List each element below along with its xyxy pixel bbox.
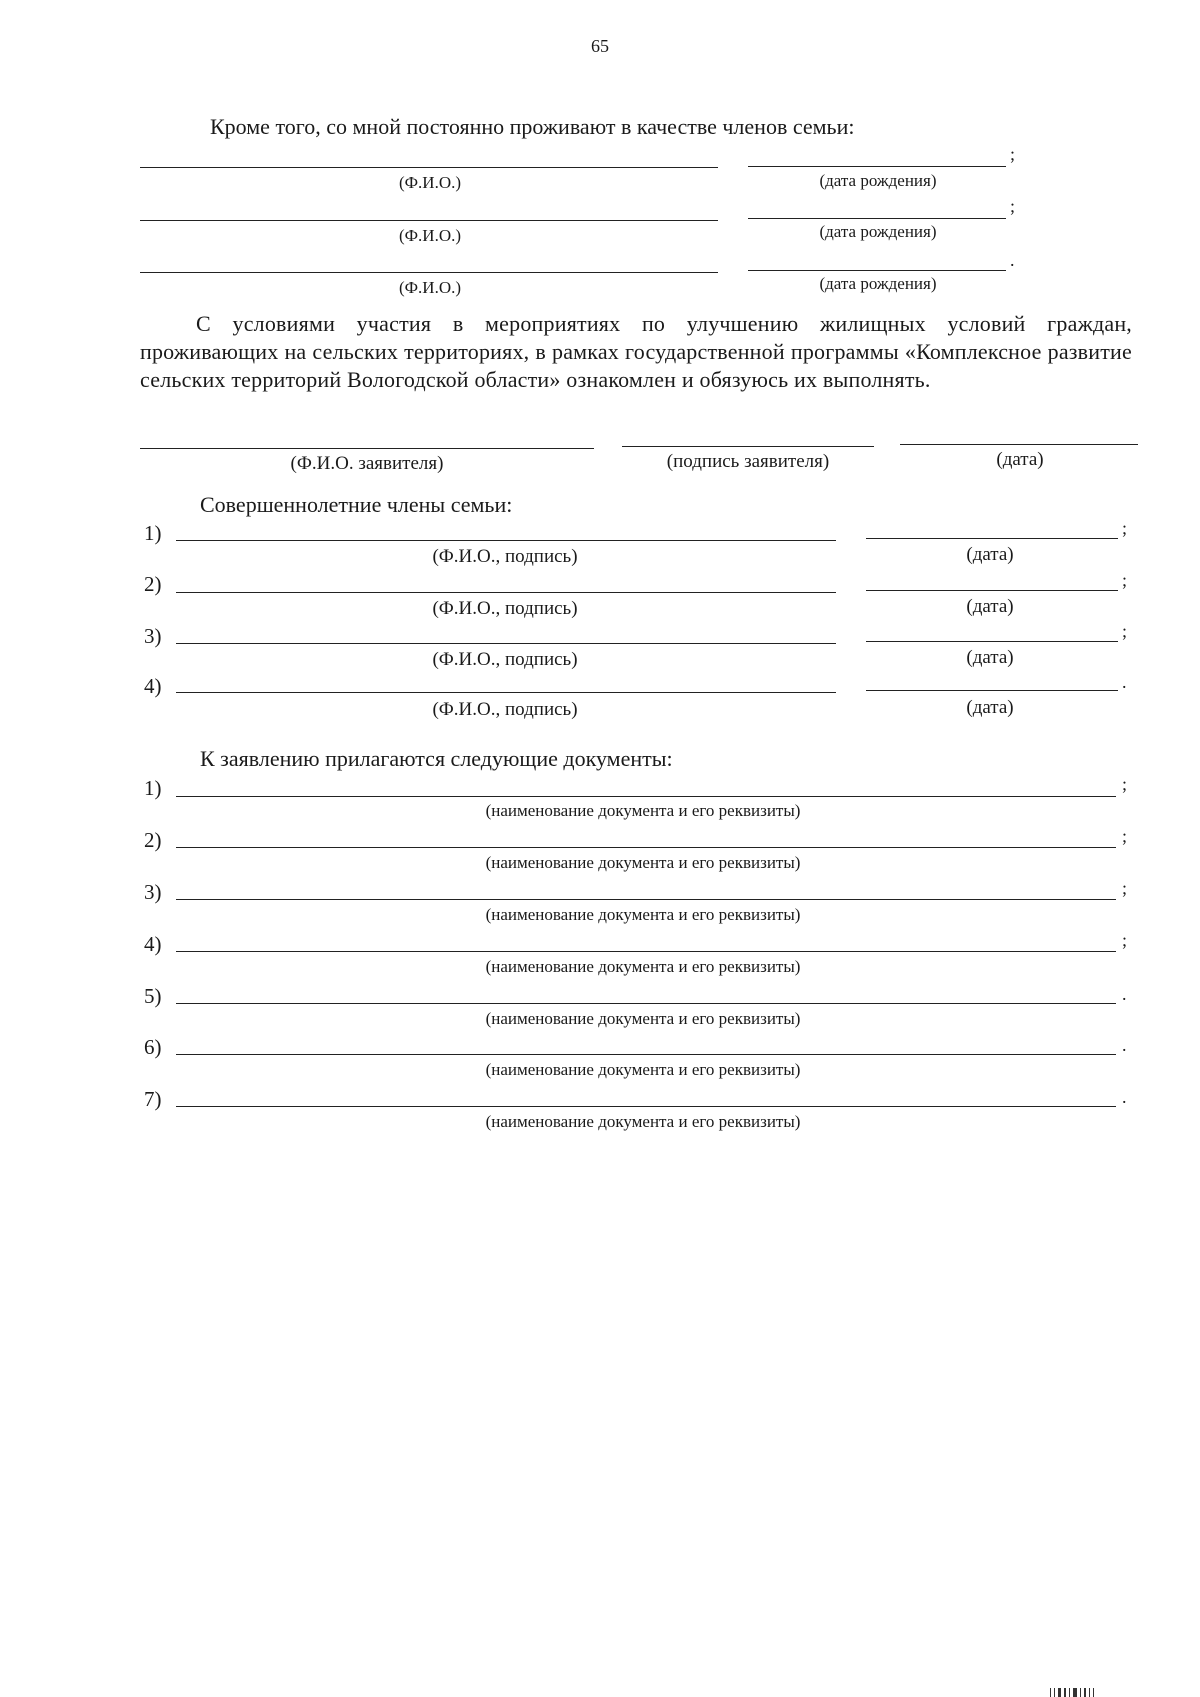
adult-row-1-punct: ; [1122, 518, 1128, 538]
document-field-4[interactable] [176, 951, 1116, 952]
family-name-field-2[interactable] [140, 220, 718, 221]
adult-date-caption-3: (дата) [966, 647, 1014, 668]
document-row-3-punct: ; [1122, 878, 1128, 898]
adult-member-number-1: 1) [144, 521, 162, 545]
family-birth-caption-3: (дата рождения) [819, 274, 937, 293]
family-name-caption-1: (Ф.И.О.) [398, 173, 462, 192]
applicant-name-caption: (Ф.И.О. заявителя) [290, 453, 444, 474]
document-caption-3: (наименование документа и его реквизиты) [485, 905, 801, 924]
adult-member-name-field-1[interactable] [176, 540, 836, 541]
applicant-date-caption: (дата) [996, 449, 1044, 470]
adult-member-number-3: 3) [144, 624, 162, 648]
family-name-caption-3: (Ф.И.О.) [398, 278, 462, 297]
family-name-caption-2: (Ф.И.О.) [398, 226, 462, 245]
family-name-field-3[interactable] [140, 272, 718, 273]
adult-date-caption-4: (дата) [966, 697, 1014, 718]
family-birth-caption-2: (дата рождения) [819, 222, 937, 241]
document-row-2-punct: ; [1122, 826, 1128, 846]
adult-date-caption-2: (дата) [966, 596, 1014, 617]
adult-member-date-field-1[interactable] [866, 538, 1118, 539]
document-number-3: 3) [144, 880, 162, 904]
adult-member-date-field-4[interactable] [866, 690, 1118, 691]
document-row-4-punct: ; [1122, 930, 1128, 950]
family-intro: Кроме того, со мной постоянно проживают в качестве членов семьи: [210, 114, 855, 139]
document-field-7[interactable] [176, 1106, 1116, 1107]
adult-member-caption-1: (Ф.И.О., подпись) [432, 546, 578, 567]
document-field-6[interactable] [176, 1054, 1116, 1055]
document-caption-4: (наименование документа и его реквизиты) [485, 957, 801, 976]
adult-member-caption-2: (Ф.И.О., подпись) [432, 598, 578, 619]
document-caption-7: (наименование документа и его реквизиты) [485, 1112, 801, 1131]
family-row-1-punct: ; [1010, 144, 1016, 164]
family-row-3-punct: . [1010, 250, 1015, 270]
family-birth-caption-1: (дата рождения) [819, 171, 937, 190]
adult-member-caption-4: (Ф.И.О., подпись) [432, 699, 578, 720]
family-birthdate-field-2[interactable] [748, 218, 1006, 219]
adult-member-number-4: 4) [144, 674, 162, 698]
consent-paragraph: С условиями участия в мероприятиях по улучшению жилищных условий граждан, проживающих на сельских территориях, в рамках государственной программы «Комплексное развитие сельских территорий Вологодской области» ознакомлен и обязуюсь их выполнять. [140, 311, 1132, 392]
document-caption-5: (наименование документа и его реквизиты) [485, 1009, 801, 1028]
adult-row-2-punct: ; [1122, 570, 1128, 590]
document-caption-2: (наименование документа и его реквизиты) [485, 853, 801, 872]
family-birthdate-field-3[interactable] [748, 270, 1006, 271]
documents-title: К заявлению прилагаются следующие документы: [200, 746, 673, 771]
adult-member-name-field-2[interactable] [176, 592, 836, 593]
family-row-2-punct: ; [1010, 196, 1016, 216]
document-caption-6: (наименование документа и его реквизиты) [485, 1060, 801, 1079]
document-row-6-punct: . [1122, 1035, 1127, 1055]
adult-members-title: Совершеннолетние члены семьи: [200, 492, 513, 517]
family-birthdate-field-1[interactable] [748, 166, 1006, 167]
applicant-name-field[interactable] [140, 448, 594, 449]
document-row-7-punct: . [1122, 1087, 1127, 1107]
adult-date-caption-1: (дата) [966, 544, 1014, 565]
applicant-signature-field[interactable] [622, 446, 874, 447]
document-caption-1: (наименование документа и его реквизиты) [485, 801, 801, 820]
document-field-3[interactable] [176, 899, 1116, 900]
adult-member-name-field-4[interactable] [176, 692, 836, 693]
document-field-1[interactable] [176, 796, 1116, 797]
document-number-7: 7) [144, 1087, 162, 1111]
page-number: 65 [591, 36, 609, 56]
adult-member-date-field-3[interactable] [866, 641, 1118, 642]
adult-member-caption-3: (Ф.И.О., подпись) [432, 649, 578, 670]
document-field-2[interactable] [176, 847, 1116, 848]
document-number-2: 2) [144, 828, 162, 852]
document-number-4: 4) [144, 932, 162, 956]
applicant-date-field[interactable] [900, 444, 1138, 445]
adult-member-name-field-3[interactable] [176, 643, 836, 644]
document-number-5: 5) [144, 984, 162, 1008]
document-field-5[interactable] [176, 1003, 1116, 1004]
adult-member-number-2: 2) [144, 572, 162, 596]
scan-barcode-mark [1050, 1688, 1094, 1697]
document-number-6: 6) [144, 1035, 162, 1059]
family-name-field-1[interactable] [140, 167, 718, 168]
applicant-signature-caption: (подпись заявителя) [666, 451, 830, 472]
adult-row-4-punct: . [1122, 672, 1127, 692]
document-row-1-punct: ; [1122, 774, 1128, 794]
document-row-5-punct: . [1122, 984, 1127, 1004]
document-number-1: 1) [144, 776, 162, 800]
adult-member-date-field-2[interactable] [866, 590, 1118, 591]
adult-row-3-punct: ; [1122, 621, 1128, 641]
